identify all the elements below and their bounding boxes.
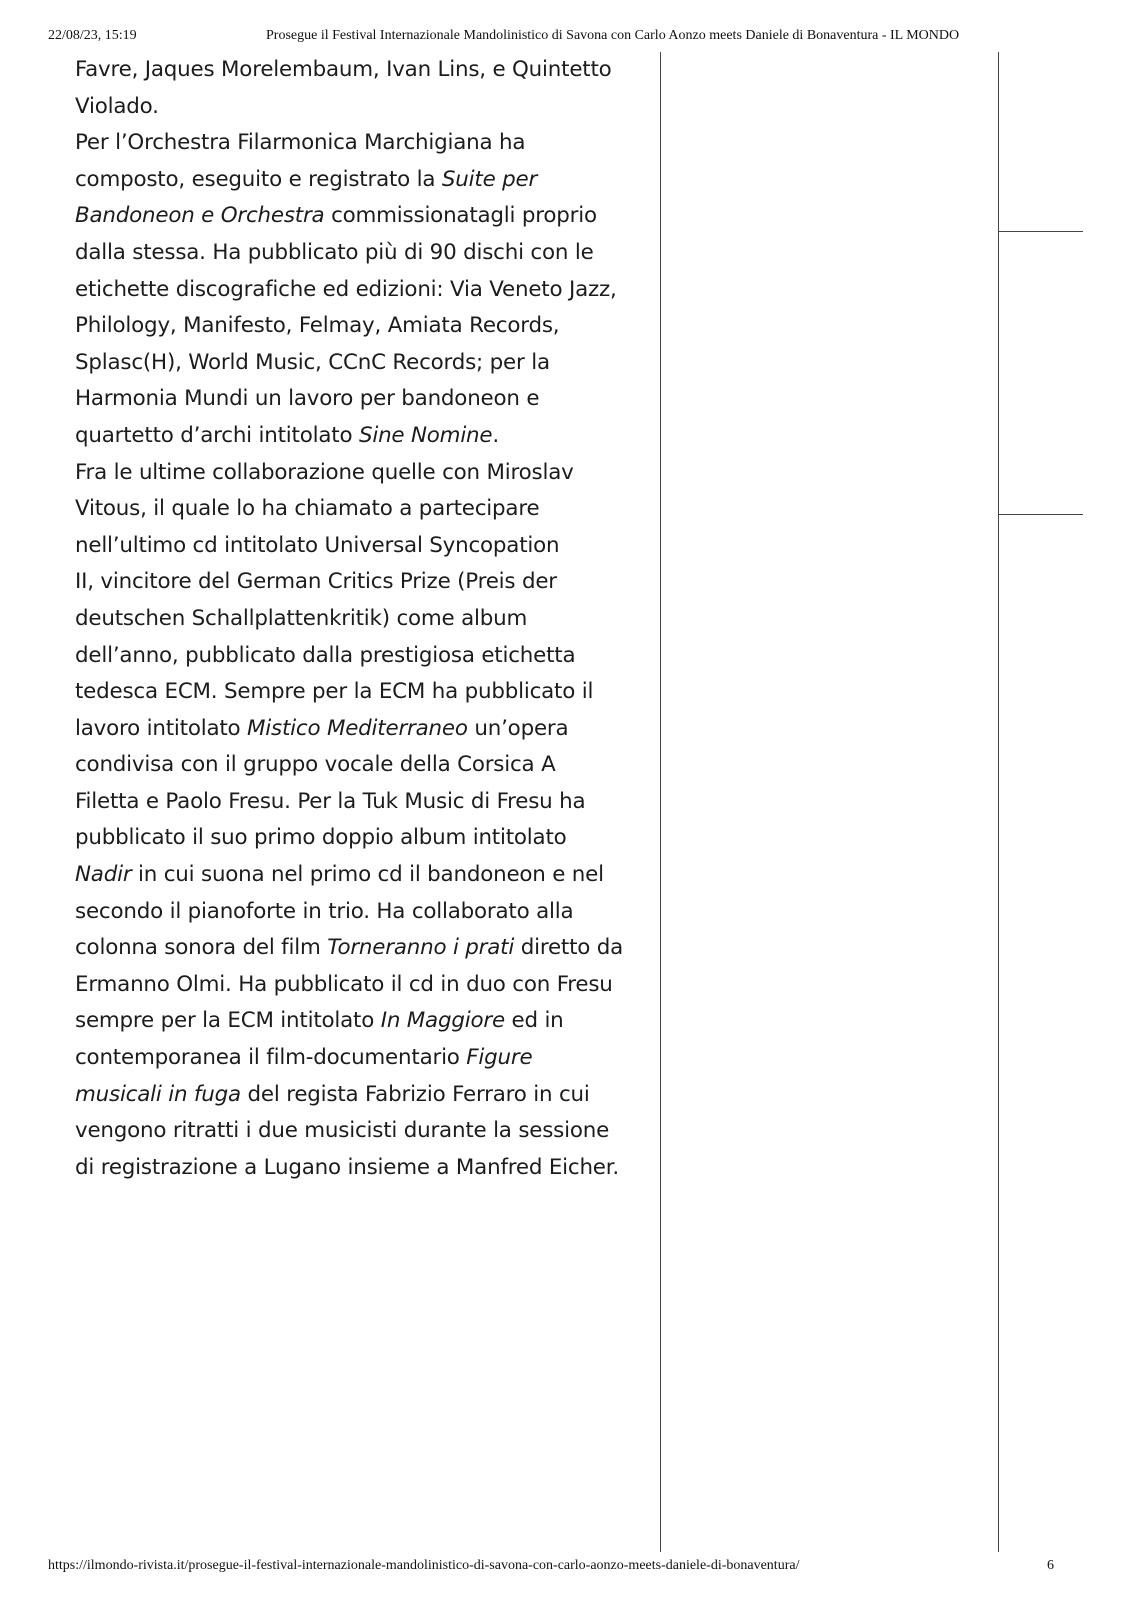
article-text: quartetto d’archi intitolato <box>75 422 359 448</box>
article-line <box>75 820 657 857</box>
article-text: deutschen Schallplattenkritik) come album <box>75 605 528 631</box>
article-text: del regista Fabrizio Ferraro in cui <box>240 1081 590 1107</box>
article-line <box>75 235 657 272</box>
article-italic-text: Bandoneon e Orchestra <box>75 203 325 229</box>
article-italic-text: musicali in fuga <box>75 1081 241 1107</box>
article-text: nell’ultimo cd intitolato Universal Syncopation <box>75 532 560 558</box>
article-italic-text: Figure <box>466 1045 533 1071</box>
article-text: contemporanea il film-documentario <box>75 1045 467 1071</box>
article-text: II, vincitore del German Critics Prize (Preis der <box>75 569 557 595</box>
article-text: . <box>492 422 499 448</box>
article-text: dalla stessa. Ha pubblicato più di 90 dischi con le <box>75 239 594 265</box>
article-line <box>75 272 657 309</box>
article-line <box>75 125 657 162</box>
article-line <box>75 455 657 492</box>
article-text: pubblicato il suo primo doppio album intitolato <box>75 825 567 851</box>
print-header <box>48 28 1092 48</box>
article-text: ed in <box>504 1008 564 1034</box>
article-text: Filetta e Paolo Fresu. Per la Tuk Music di Fresu ha <box>75 788 586 814</box>
article-line <box>75 381 657 418</box>
article-italic-text: Torneranno i prati <box>327 935 515 961</box>
article-line <box>75 967 657 1004</box>
article-line <box>75 1040 657 1077</box>
article-line <box>75 162 657 199</box>
article-line <box>75 1003 657 1040</box>
article-italic-text: Nadir <box>75 862 132 888</box>
article-text: etichette discografiche ed edizioni: Via Veneto Jazz, <box>75 276 617 302</box>
article-text: condivisa con il gruppo vocale della Corsica A <box>75 752 556 778</box>
article-line <box>75 198 657 235</box>
content-column-divider <box>660 52 661 1552</box>
article-line <box>75 491 657 528</box>
print-page-title: Prosegue il Festival Internazionale Mandolinistico di Savona con Carlo Aonzo meets Daniele di Bonaventura - IL MONDO <box>266 28 960 43</box>
article-line <box>75 638 657 675</box>
article-text: vengono ritratti i due musicisti durante la sessione <box>75 1118 610 1144</box>
article-italic-text: In Maggiore <box>380 1008 505 1034</box>
article-text: Fra le ultime collaborazione quelle con Miroslav <box>75 459 574 485</box>
sidebar-separator <box>998 514 1083 515</box>
article-text: in cui suona nel primo cd il bandoneon e nel <box>131 862 604 888</box>
article-text: Favre, Jaques Morelembaum, Ivan Lins, e Quintetto <box>75 57 612 82</box>
article-line <box>75 674 657 711</box>
article-text: diretto da <box>514 935 624 961</box>
article-text: Per l’Orchestra Filarmonica Marchigiana ha <box>75 130 526 156</box>
article-line <box>75 747 657 784</box>
article-line <box>75 418 657 455</box>
article-line <box>75 930 657 967</box>
print-page-url: https://ilmondo-rivista.it/prosegue-il-festival-internazionale-mandolinistico-di-savona-con-carlo-aonzo-meets-daniele-di-bonaventura/ <box>48 1558 800 1573</box>
article-text: un’opera <box>467 715 569 741</box>
print-footer <box>48 1558 1084 1578</box>
article-text: Violado. <box>75 93 159 119</box>
article-line <box>75 564 657 601</box>
article-text: composto, eseguito e registrato la <box>75 166 442 192</box>
article-italic-text: Mistico Mediterraneo <box>247 715 468 741</box>
article-line <box>75 784 657 821</box>
article-italic-text: Sine Nomine <box>358 422 493 448</box>
article-text: tedesca ECM. Sempre per la ECM ha pubblicato il <box>75 679 594 705</box>
article-body <box>75 52 657 1186</box>
article-text: Philology, Manifesto, Felmay, Amiata Records, <box>75 313 560 339</box>
article-text: Harmonia Mundi un lavoro per bandoneon e <box>75 386 540 412</box>
article-text: Ermanno Olmi. Ha pubblicato il cd in duo con Fresu <box>75 971 613 997</box>
article-text: secondo il pianoforte in trio. Ha collaborato alla <box>75 898 574 924</box>
article-text: dell’anno, pubblicato dalla prestigiosa etichetta <box>75 642 576 668</box>
article-text: lavoro intitolato <box>75 715 248 741</box>
article-line <box>75 308 657 345</box>
article-italic-text: Suite per <box>441 166 538 192</box>
article-text: di registrazione a Lugano insieme a Manfred Eicher. <box>75 1154 620 1180</box>
article-line <box>75 528 657 565</box>
sidebar-divider <box>998 52 999 1552</box>
sidebar-separator <box>998 231 1083 232</box>
article-line <box>75 1150 657 1187</box>
article-line <box>75 89 657 126</box>
article-line <box>75 1077 657 1114</box>
article-line <box>75 52 657 89</box>
page-number: 6 <box>1047 1558 1054 1573</box>
article-line <box>75 857 657 894</box>
article-line <box>75 345 657 382</box>
article-line <box>75 1113 657 1150</box>
article-line <box>75 894 657 931</box>
article-text: colonna sonora del film <box>75 935 328 961</box>
article-text: sempre per la ECM intitolato <box>75 1008 381 1034</box>
article-text: Vitous, il quale lo ha chiamato a partecipare <box>75 496 540 522</box>
article-line <box>75 601 657 638</box>
article-text: Splasc(H), World Music, CCnC Records; per la <box>75 349 550 375</box>
article-text: commissionatagli proprio <box>324 203 597 229</box>
article-line <box>75 711 657 748</box>
print-datetime: 22/08/23, 15:19 <box>48 28 137 43</box>
